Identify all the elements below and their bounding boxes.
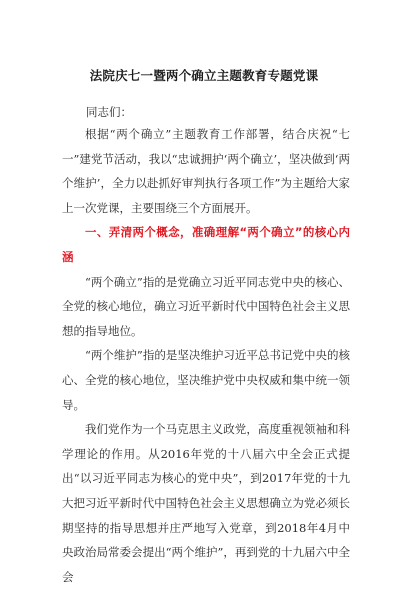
section-heading: 一、弄清两个概念，准确理解“两个确立”的核心内涵 <box>62 225 350 264</box>
paragraph-party-theory: 我们党作为一个马克思主义政党，高度重视领袖和科学理论的作用。从2016年党的十八届六中全会正式提出“以习近平同志为核心的党中央”，到2017年党的十九大把习近平新时代中国特色社会主义思想确立为党必须长期坚持的指导思想并庄严地写入党章，到2018年4月中央政治局常委会提出“两个维护”，再到党的十九届六中全会 <box>62 422 350 584</box>
intro-paragraph: 根据“两个确立”主题教育工作部署，结合庆祝“七一”建党节活动，我以“忠诚拥护‘两个确立’，坚决做到‘两个维护’，全力以赴抓好审判执行各项工作”为主题给大家上一次党课，主要围绕三个方面展开。 <box>62 127 350 215</box>
paragraph-two-establishments: “两个确立”指的是党确立习近平同志党中央的核心、全党的核心地位，确立习近平新时代中国特色社会主义思想的指导地位。 <box>62 274 350 338</box>
paragraph-two-safeguards: “两个维护”指的是坚决维护习近平总书记党中央的核心、全党的核心地位，坚决维护党中央权威和集中统一领导。 <box>62 348 350 412</box>
salutation: 同志们： <box>86 105 132 119</box>
document-title: 法院庆七一暨两个确立主题教育专题党课 <box>89 68 319 83</box>
document-body <box>62 122 350 589</box>
